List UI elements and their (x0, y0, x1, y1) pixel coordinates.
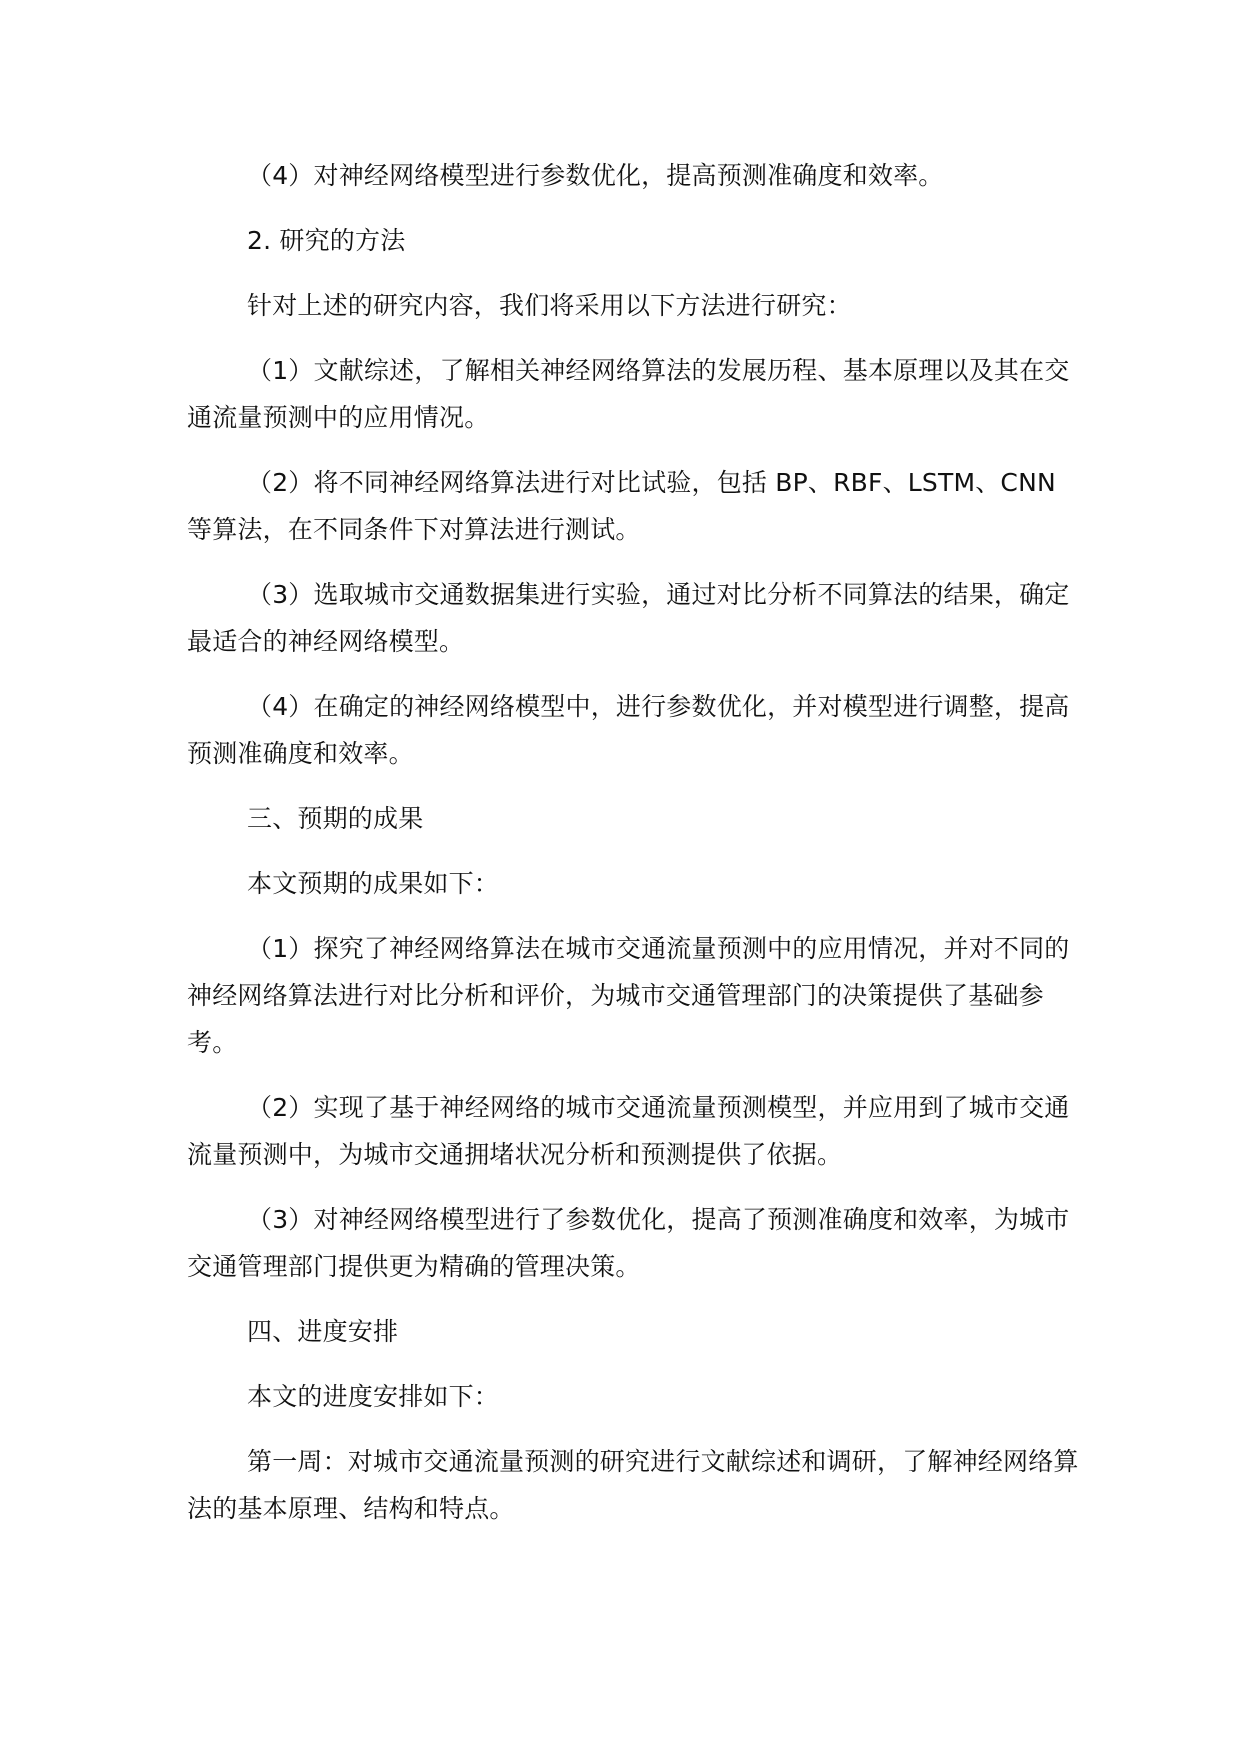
paragraph: 针对上述的研究内容，我们将采用以下方法进行研究： (247, 291, 852, 320)
list-item: （3）对神经网络模型进行了参数优化，提高了预测准确度和效率，为城市交通管理部门提供更为精确的管理决策。 (187, 1205, 1070, 1281)
section-heading: 四、进度安排 (247, 1317, 399, 1346)
paragraph: 本文的进度安排如下： (247, 1382, 500, 1411)
paragraph: 本文预期的成果如下： (247, 869, 500, 898)
list-item: （1）文献综述，了解相关神经网络算法的发展历程、基本原理以及其在交通流量预测中的应用情况。 (187, 356, 1070, 432)
list-item: （4）在确定的神经网络模型中，进行参数优化，并对模型进行调整，提高预测准确度和效率。 (187, 692, 1070, 768)
list-item: （1）探究了神经网络算法在城市交通流量预测中的应用情况，并对不同的神经网络算法进行对比分析和评价，为城市交通管理部门的决策提供了基础参考。 (187, 934, 1070, 1057)
paragraph: 第一周：对城市交通流量预测的研究进行文献综述和调研，了解神经网络算法的基本原理、结构和特点。 (187, 1447, 1079, 1523)
section-heading: 2. 研究的方法 (247, 226, 406, 255)
list-item: （2）实现了基于神经网络的城市交通流量预测模型，并应用到了城市交通流量预测中，为城市交通拥堵状况分析和预测提供了依据。 (187, 1093, 1070, 1169)
paragraph: （4）对神经网络模型进行参数优化，提高预测准确度和效率。 (247, 161, 944, 190)
document-body (187, 152, 1087, 1550)
section-heading: 三、预期的成果 (247, 804, 424, 833)
list-item: （3）选取城市交通数据集进行实验，通过对比分析不同算法的结果，确定最适合的神经网络模型。 (187, 580, 1070, 656)
list-item: （2）将不同神经网络算法进行对比试验，包括 BP、RBF、LSTM、CNN 等算法，在不同条件下对算法进行测试。 (187, 468, 1065, 544)
